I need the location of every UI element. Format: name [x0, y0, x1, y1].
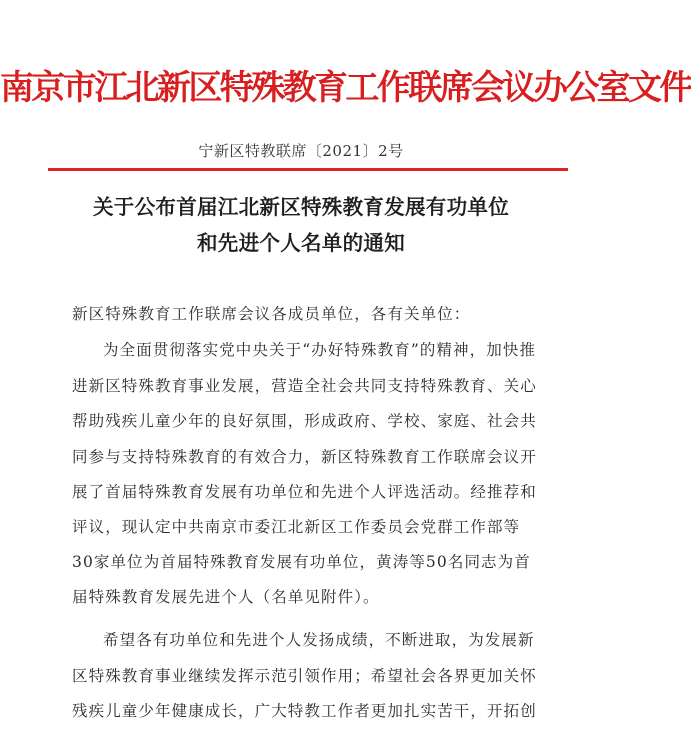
- document-number: 宁新区特教联席〔2021〕2号: [198, 142, 404, 160]
- salutation: 新区特殊教育工作联席会议各成员单位，各有关单位：: [72, 305, 471, 323]
- body-line-4: 同参与支持特殊教育的有效合力，新区特殊教育工作联席会议开: [72, 448, 537, 466]
- body-line-7: 30家单位为首届特殊教育发展有功单位，黄涛等50名同志为首: [72, 553, 531, 571]
- notice-title-line-2: 和先进个人名单的通知: [197, 231, 405, 255]
- body-line-1: 为全面贯彻落实党中央关于“办好特殊教育”的精神，加快推: [103, 341, 537, 359]
- notice-title-line-1: 关于公布首届江北新区特殊教育发展有功单位: [93, 195, 509, 219]
- body-line-3: 帮助残疾儿童少年的良好氛围，形成政府、学校、家庭、社会共: [72, 412, 537, 430]
- masthead-title: 南京市江北新区特殊教育工作联席会议办公室文件: [0, 68, 691, 108]
- body-line-8: 届特殊教育发展先进个人（名单见附件）。: [72, 588, 380, 606]
- body-line-11: 残疾儿童少年健康成长，广大特教工作者更加扎实苦干，开拓创: [72, 702, 537, 720]
- body-line-9: 希望各有功单位和先进个人发扬成绩，不断进取，为发展新: [103, 631, 535, 649]
- red-divider-line: [48, 168, 568, 171]
- body-line-6: 评议，现认定中共南京市委江北新区工作委员会党群工作部等: [72, 518, 521, 536]
- body-line-2: 进新区特殊教育事业发展，营造全社会共同支持特殊教育、关心: [72, 377, 537, 395]
- body-line-5: 展了首届特殊教育发展有功单位和先进个人评选活动。经推荐和: [72, 483, 537, 501]
- body-line-10: 区特殊教育事业继续发挥示范引领作用；希望社会各界更加关怀: [72, 667, 537, 685]
